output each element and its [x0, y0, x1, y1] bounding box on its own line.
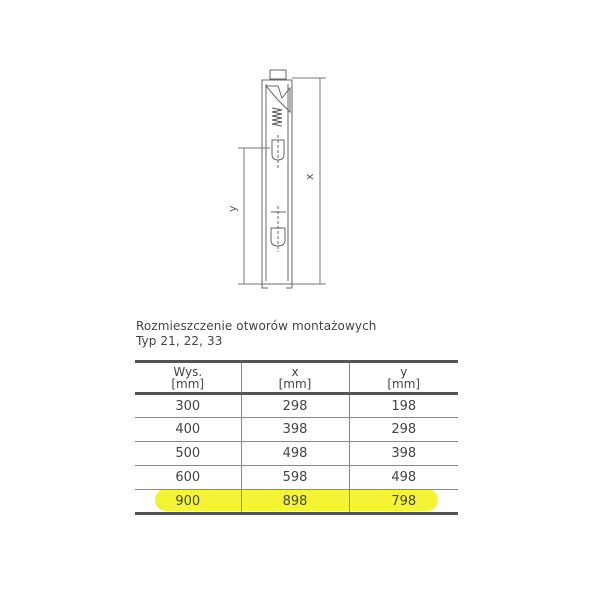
cell-x: 298: [241, 394, 349, 418]
bracket-rail-inner-lines: [266, 84, 288, 281]
cell-height: 400: [135, 418, 241, 442]
dimension-x: [292, 78, 326, 284]
caption-title: Rozmieszczenie otworów montażowych: [136, 319, 377, 333]
dimension-y-label: y: [226, 205, 239, 212]
dimension-y: [238, 148, 270, 284]
header-y-unit: [mm]: [387, 376, 421, 391]
cell-y: 298: [349, 418, 458, 442]
cell-x: 398: [241, 418, 349, 442]
cell-x: 898: [241, 490, 349, 514]
upper-latch: [266, 86, 290, 112]
mounting-hole-table: [135, 360, 458, 515]
cell-x: 598: [241, 466, 349, 490]
header-x-unit: [mm]: [278, 376, 312, 391]
table-row: [135, 418, 458, 442]
cell-y: 498: [349, 466, 458, 490]
table-row: [135, 394, 458, 418]
header-y-line1: y: [400, 364, 408, 379]
bracket-bottom: [262, 284, 292, 288]
table-row: [135, 442, 458, 466]
header-x: [241, 362, 349, 394]
header-height-unit: [mm]: [171, 376, 205, 391]
cell-y: 198: [349, 394, 458, 418]
table-header-row: [135, 362, 458, 394]
header-x-line1: x: [291, 364, 299, 379]
header-height-line1: Wys.: [173, 364, 203, 379]
cell-y: 398: [349, 442, 458, 466]
cell-height: 900: [135, 490, 241, 514]
spring: [272, 108, 282, 126]
cell-height: 500: [135, 442, 241, 466]
bracket-top-cap: [270, 70, 286, 79]
header-y: [349, 362, 458, 394]
caption-subtitle: Typ 21, 22, 33: [136, 334, 223, 348]
cell-height: 600: [135, 466, 241, 490]
header-height: [135, 362, 241, 394]
table-row: [135, 466, 458, 490]
dimension-x-label: x: [303, 173, 316, 180]
cell-y: 798: [349, 490, 458, 514]
cell-x: 498: [241, 442, 349, 466]
cell-height: 300: [135, 394, 241, 418]
table-row-highlighted: [135, 490, 458, 514]
